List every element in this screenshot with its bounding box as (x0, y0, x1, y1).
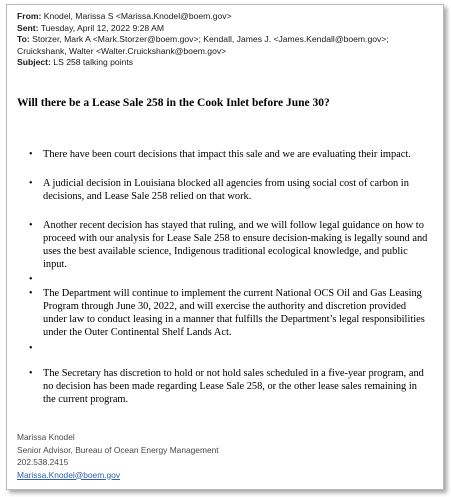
sent-row (17, 23, 437, 35)
to-value-line1: Storzer, Mark A <Mark.Storzer@boem.gov>; Kendall, James J. <James.Kendall@boem.gov>; (32, 34, 389, 44)
from-row (17, 11, 437, 23)
list-item-text: A judicial decision in Louisiana blocked all agencies from using social cost of carbon in decisions, and Lease Sale 258 relied on that work. (43, 178, 409, 202)
bullet-icon: • (29, 368, 33, 379)
from-value: Knodel, Marissa S <Marissa.Knodel@boem.gov> (43, 11, 232, 21)
sent-label: Sent: (17, 22, 39, 33)
list-item-text: Another recent decision has stayed that ruling, and we will follow legal guidance on how to proceed with our analysis for Lease Sale 258 to ensure decision-making is legally sound and uses the best available science, Indigenous traditional ecological knowledge, and public input. (43, 220, 428, 270)
list-item (29, 177, 431, 203)
signature-title: Senior Advisor, Bureau of Ocean Energy Management (17, 444, 219, 455)
subject-value: LS 258 talking points (53, 57, 134, 67)
bullet-icon: • (29, 288, 33, 299)
signature-name: Marissa Knodel (17, 432, 75, 442)
list-item (29, 148, 431, 161)
list-item-text: The Secretary has discretion to hold or not hold sales scheduled in a five-year program, and no decision has been made regarding Lease Sale 258, or the other lease sales remaining in the current program. (43, 368, 424, 405)
to-row (17, 34, 437, 46)
bullet-icon: • (29, 178, 33, 189)
email-document (6, 4, 444, 490)
signature-email-link[interactable]: Marissa.Knodel@boem.gov (17, 469, 121, 480)
list-item (29, 219, 431, 271)
list-item (29, 367, 431, 406)
from-label: From: (17, 11, 42, 21)
email-signature (17, 431, 437, 481)
bullet-icon: • (29, 343, 33, 354)
subject-row (17, 57, 437, 69)
sent-value: Tuesday, April 12, 2022 9:28 AM (40, 22, 164, 33)
to-label: To: (17, 34, 30, 44)
email-header (17, 11, 437, 69)
question-heading: Will there be a Lease Sale 258 in the Cook Inlet before June 30? (17, 97, 330, 109)
bullet-icon: • (29, 274, 33, 285)
bullet-icon: • (29, 149, 33, 160)
to-value-line2: Cruickshank, Walter <Walter.Cruickshank@boem.gov> (17, 45, 227, 56)
list-item (29, 287, 431, 339)
signature-phone: 202.538.2415 (17, 457, 69, 467)
list-item-text: The Department will continue to implement the current National OCS Oil and Gas Leasing Program through June 30, 2022, and will exercise the authority and discretion provided under law to conduct leasing in a manner that fulfills the Department’s legal responsibilities under the Outer Continental Shelf Lands Act. (43, 288, 425, 338)
list-item-text: There have been court decisions that impact this sale and we are evaluating their impact. (43, 149, 411, 160)
bullet-icon: • (29, 220, 33, 231)
to-row-continued (17, 46, 437, 58)
subject-label: Subject: (17, 57, 51, 67)
